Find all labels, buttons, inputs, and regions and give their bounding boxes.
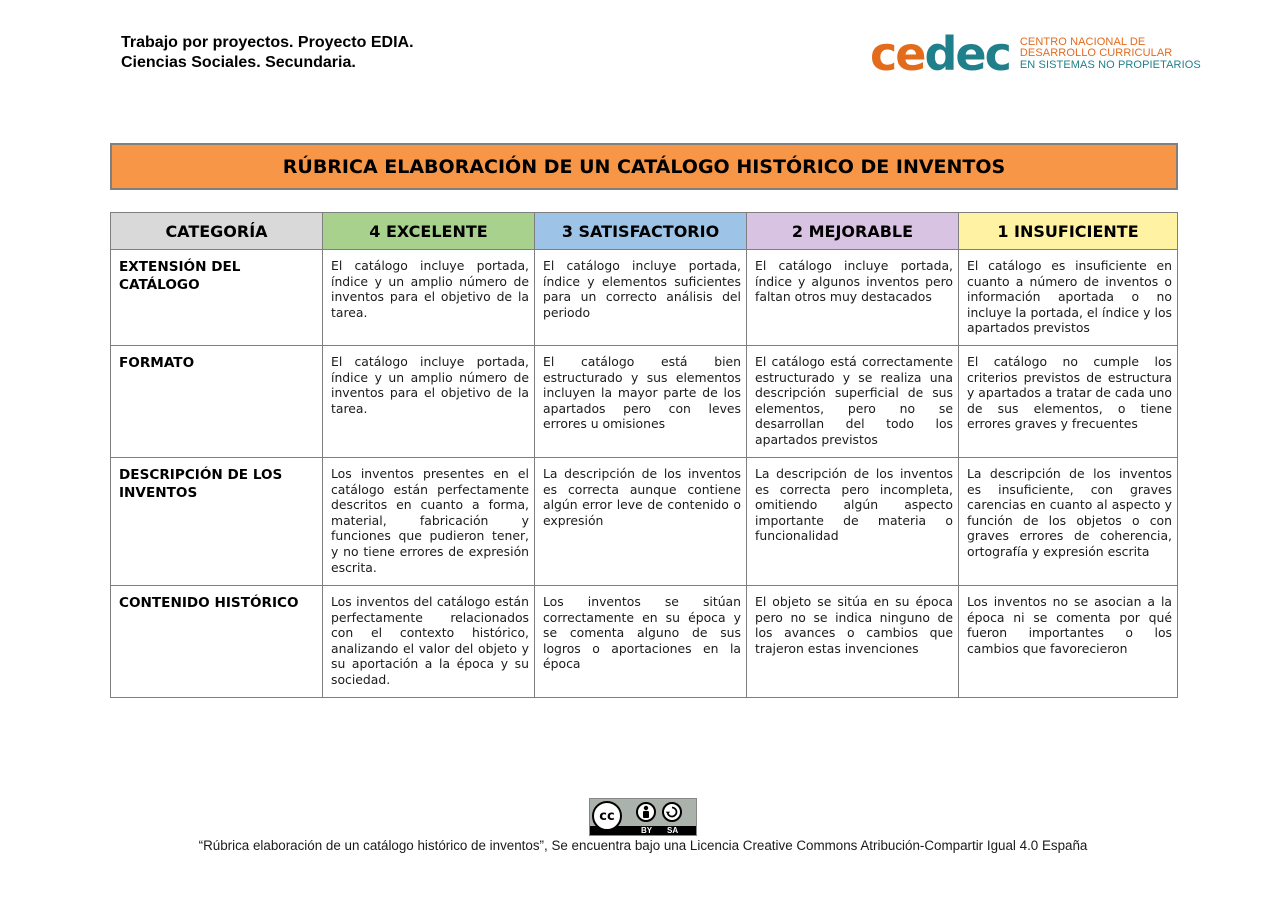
cc-by-label: BY — [641, 826, 653, 835]
row-cell-level-3: Los inventos se sitúan correctamente en su época y se comenta alguno de sus logros o aportaciones en la época — [535, 586, 747, 698]
row-category: EXTENSIÓN DEL CATÁLOGO — [111, 250, 323, 346]
row-cell-level-4: El catálogo incluye portada, índice y un amplio número de inventos para el objetivo de la tarea. — [323, 250, 535, 346]
row-cell-level-4: El catálogo incluye portada, índice y un amplio número de inventos para el objetivo de la tarea. — [323, 346, 535, 458]
cedec-tagline-line2: DESARROLLO CURRICULAR — [1019, 47, 1173, 60]
row-cell-level-3: El catálogo incluye portada, índice y elementos suficientes para un correcto análisis del periodo — [535, 250, 747, 346]
cc-logo-icon: cc — [592, 801, 622, 831]
table-header-row — [111, 213, 1178, 250]
row-category: FORMATO — [111, 346, 323, 458]
cedec-logo-word-part2: dec — [924, 27, 1010, 81]
row-cell-level-4: Los inventos presentes en el catálogo están perfectamente descritos en cuanto a forma, material, fabricación y funciones que pudieron tener, y no tiene errores de expresión escrita. — [323, 458, 535, 586]
row-cell-level-2: El catálogo está correctamente estructurado y se realiza una descripción superficial de sus elementos, pero no se desarrollan del todo los apartados previstos — [747, 346, 959, 458]
cc-sa-label: SA — [667, 826, 679, 835]
header-line-project: Trabajo por proyectos. Proyecto EDIA. — [121, 34, 414, 51]
rubric-title: RÚBRICA ELABORACIÓN DE UN CATÁLOGO HISTÓRICO DE INVENTOS — [110, 143, 1178, 190]
rubric-table — [110, 212, 1178, 698]
header-line-subject: Ciencias Sociales. Secundaria. — [121, 54, 356, 71]
row-cell-level-4: Los inventos del catálogo están perfectamente relacionados con el contexto histórico, analizando el valor del objeto y su aportación a la época y su sociedad. — [323, 586, 535, 698]
cedec-tagline-line3: EN SISTEMAS NO PROPIETARIOS — [1019, 58, 1201, 71]
row-cell-level-2: El catálogo incluye portada, índice y algunos inventos pero faltan otros muy destacados — [747, 250, 959, 346]
cc-license-badge[interactable] — [589, 798, 697, 836]
table-row — [111, 346, 1178, 458]
row-cell-level-3: La descripción de los inventos es correcta aunque contiene algún error leve de contenido o expresión — [535, 458, 747, 586]
table-row — [111, 458, 1178, 586]
row-cell-level-1: El catálogo es insuficiente en cuanto a número de inventos o información aportada o no incluye la portada, el índice y los apartados previstos — [959, 250, 1178, 346]
cedec-logo-tagline — [1020, 37, 1201, 72]
row-cell-level-2: La descripción de los inventos es correcta pero incompleta, omitiendo algún aspecto importante de materia o funcionalidad — [747, 458, 959, 586]
row-cell-level-2: El objeto se sitúa en su época pero no se indica ninguno de los avances o cambios que trajeron estas invenciones — [747, 586, 959, 698]
table-row — [111, 586, 1178, 698]
person-icon — [636, 802, 656, 822]
row-cell-level-3: El catálogo está bien estructurado y sus elementos incluyen la mayor parte de los apartados pero con leves errores u omisiones — [535, 346, 747, 458]
cedec-logo-word-part1: ce — [870, 27, 925, 81]
document-header — [121, 33, 414, 73]
cedec-tagline-line1: CENTRO NACIONAL DE — [1019, 35, 1146, 48]
cedec-logo — [870, 27, 1201, 81]
header-level-4: 4 EXCELENTE — [323, 213, 535, 250]
row-cell-level-1: La descripción de los inventos es insuficiente, con graves carencias en cuanto al aspecto y función de los objetos o con graves errores de coherencia, ortografía y expresión escrita — [959, 458, 1178, 586]
header-level-3: 3 SATISFACTORIO — [535, 213, 747, 250]
row-category: CONTENIDO HISTÓRICO — [111, 586, 323, 698]
row-cell-level-1: Los inventos no se asocian a la época ni se comenta por qué fueron importantes o los cambios que favorecieron — [959, 586, 1178, 698]
header-level-2: 2 MEJORABLE — [747, 213, 959, 250]
row-cell-level-1: El catálogo no cumple los criterios previstos de estructura y apartados a tratar de cada uno de sus elementos, o tiene errores graves y frecuentes — [959, 346, 1178, 458]
license-text: “Rúbrica elaboración de un catálogo histórico de inventos”, Se encuentra bajo una Licencia Creative Commons Atribución-Compartir Igual 4.0 España — [198, 838, 1088, 853]
header-level-1: 1 INSUFICIENTE — [959, 213, 1178, 250]
table-row — [111, 250, 1178, 346]
header-category: CATEGORÍA — [111, 213, 323, 250]
cedec-logo-word — [870, 27, 1010, 81]
share-alike-icon — [662, 802, 682, 822]
row-category: DESCRIPCIÓN DE LOS INVENTOS — [111, 458, 323, 586]
